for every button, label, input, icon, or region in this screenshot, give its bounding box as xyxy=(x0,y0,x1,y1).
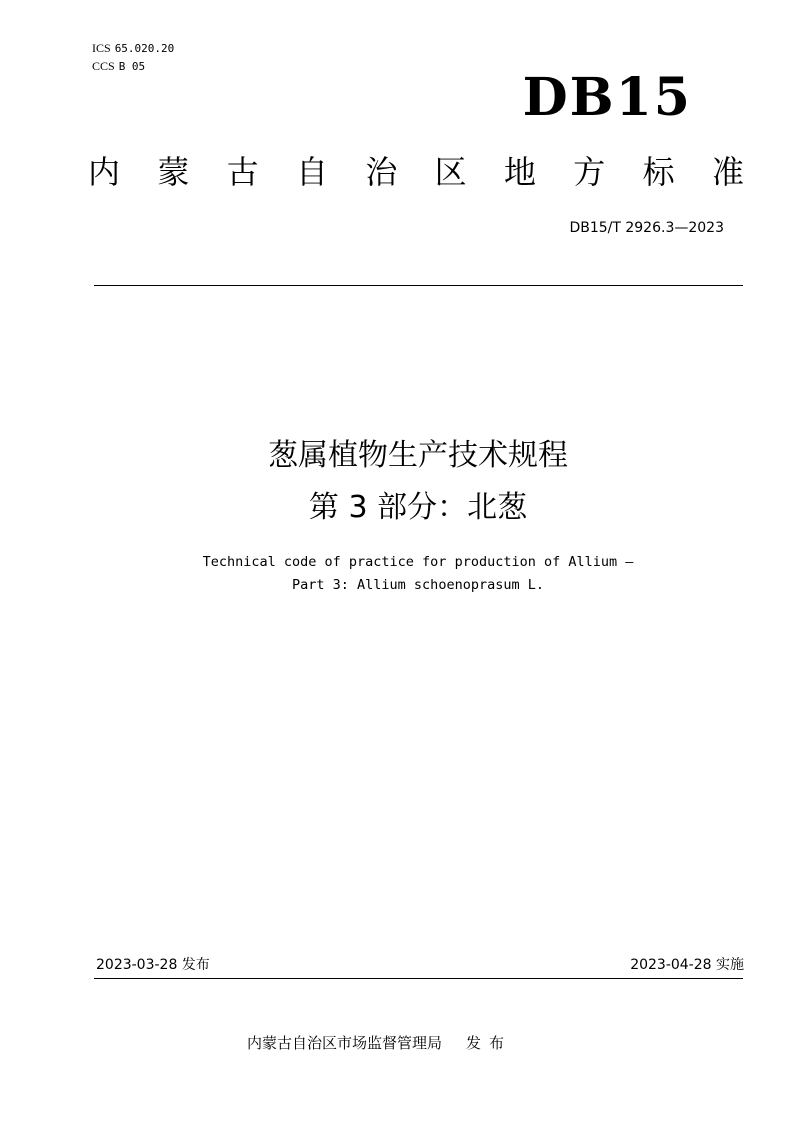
ics-code xyxy=(92,40,174,57)
ics-value: 65.020.20 xyxy=(114,42,175,55)
title-english-line-2: Part 3: Allium schoenoprasum L. xyxy=(292,577,544,593)
standard-type-char: 蒙 xyxy=(157,153,190,191)
publish-date: 2023-03-28 发布 xyxy=(96,957,210,973)
standard-number: DB15/T 2926.3—2023 xyxy=(569,220,724,236)
standard-type-char: 标 xyxy=(642,153,675,191)
standard-logo: DB15 xyxy=(522,67,692,128)
issuer-action: 发布 xyxy=(466,1034,513,1052)
standard-type-char: 治 xyxy=(365,153,398,191)
title-chinese-line-1: 葱属植物生产技术规程 xyxy=(268,438,568,473)
standard-type-char: 区 xyxy=(434,153,467,191)
standard-type-char: 准 xyxy=(711,153,744,191)
issuer-name: 内蒙古自治区市场监督管理局 xyxy=(247,1034,443,1052)
standard-type-char: 古 xyxy=(226,153,259,191)
ccs-value: B 05 xyxy=(118,60,146,73)
standard-type-char: 自 xyxy=(295,153,328,191)
title-chinese-line-2: 第 3 部分：北葱 xyxy=(308,490,528,525)
top-divider xyxy=(94,285,743,286)
bottom-divider xyxy=(94,978,743,979)
standard-type-char: 内 xyxy=(88,153,121,191)
standard-type-heading xyxy=(88,150,744,194)
issuer-line xyxy=(247,1032,512,1054)
ics-label: ICS xyxy=(92,41,111,55)
implementation-date: 2023-04-28 实施 xyxy=(630,957,744,973)
ccs-label: CCS xyxy=(92,59,115,73)
ccs-code xyxy=(92,58,145,75)
standard-type-char: 方 xyxy=(573,153,606,191)
standard-type-char: 地 xyxy=(503,153,536,191)
title-english-line-1: Technical code of practice for production of Allium — xyxy=(202,554,634,570)
